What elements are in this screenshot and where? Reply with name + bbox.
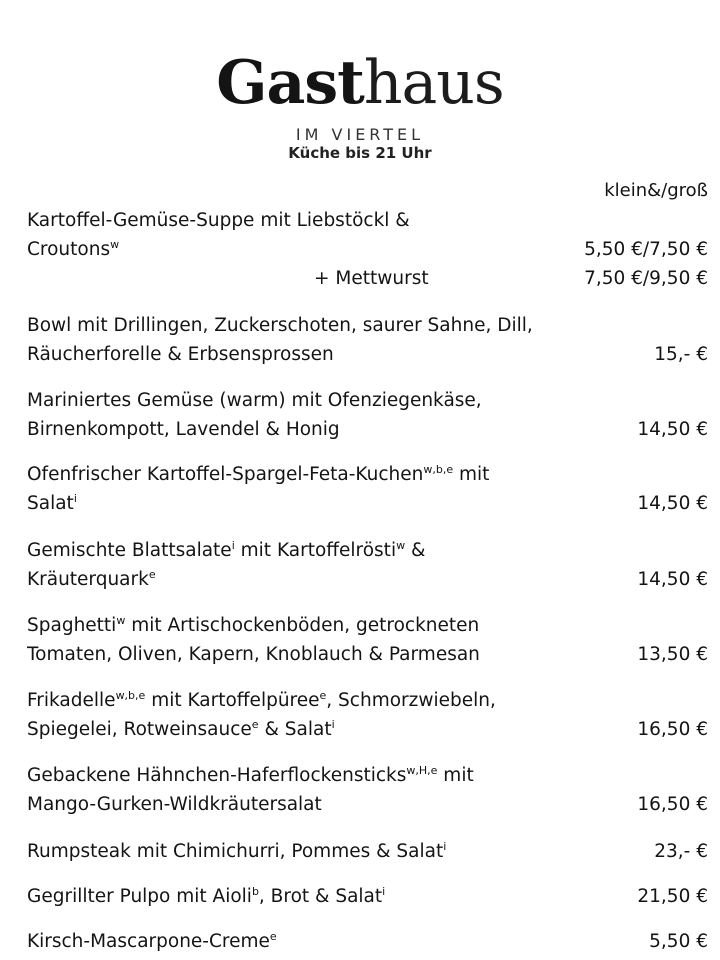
item-text: Spaghetti <box>27 615 117 636</box>
item-line <box>27 715 335 744</box>
item-price: 21,50 € <box>637 886 708 907</box>
item-line: Bowl mit Drillingen, Zuckerschoten, saurer Sahne, Dill, <box>27 315 533 336</box>
allergen-sup: e <box>251 718 259 731</box>
addon-price: 7,50 €/9,50 € <box>584 268 708 289</box>
item-line: Kartoffel-Gemüse-Suppe mit Liebstöckl & <box>27 210 410 231</box>
item-text: Rumpsteak mit Chimichurri, Pommes & Salat <box>27 841 444 862</box>
item-line <box>27 235 119 264</box>
menu-item-pulpo <box>27 882 708 911</box>
item-price: 14,50 € <box>637 569 708 590</box>
menu-item-haehnchen <box>27 761 708 819</box>
item-text: Gegrillter Pulpo mit Aioli <box>27 886 252 907</box>
menu-item-rumpsteak <box>27 837 708 866</box>
item-text: mit Artischockenböden, getrockneten <box>125 615 480 636</box>
item-text: & Salat <box>258 719 332 740</box>
item-price: 14,50 € <box>637 493 708 514</box>
item-text: , Schmorzwiebeln, <box>326 690 496 711</box>
item-text: mit <box>437 765 474 786</box>
allergen-sup: b <box>251 885 259 898</box>
item-text: Frikadelle <box>27 690 116 711</box>
item-line <box>27 489 77 518</box>
logo-light: haus <box>363 48 504 118</box>
allergen-sup: w,b,e <box>423 463 454 476</box>
item-text: Salat <box>27 493 74 514</box>
item-text: Kräuterquark <box>27 569 149 590</box>
allergen-sup: i <box>73 492 77 505</box>
addon-label: + Mettwurst <box>314 268 429 289</box>
item-line <box>27 837 446 866</box>
item-price: 5,50 €/7,50 € <box>584 239 708 260</box>
item-line <box>27 882 385 911</box>
item-line: Mariniertes Gemüse (warm) mit Ofenziegenkäse, <box>27 390 482 411</box>
menu-item-dessert <box>27 927 708 956</box>
item-line <box>27 565 156 594</box>
item-line: Räucherforelle & Erbsensprossen <box>27 344 334 365</box>
allergen-sup: e <box>319 689 327 702</box>
item-line <box>27 460 489 489</box>
menu-item-soup <box>27 206 708 264</box>
item-line <box>27 927 277 956</box>
item-text: mit Kartoffelpüree <box>145 690 320 711</box>
item-text: Ofenfrischer Kartoffel-Spargel-Feta-Kuchen <box>27 464 424 485</box>
item-price: 23,- € <box>654 841 708 862</box>
item-text: Croutons <box>27 239 111 260</box>
item-price: 15,- € <box>654 344 708 365</box>
item-price: 13,50 € <box>637 644 708 665</box>
menu-item-blattsalate <box>27 536 708 594</box>
logo <box>0 48 720 118</box>
item-line <box>27 686 496 715</box>
menu-item-bowl <box>27 311 708 369</box>
allergen-sup: e <box>269 930 277 943</box>
allergen-sup: w <box>110 238 120 251</box>
logo-bold: Gast <box>216 48 364 118</box>
item-line <box>27 761 474 790</box>
item-line: Mango-Gurken-Wildkräutersalat <box>27 794 322 815</box>
allergen-sup: i <box>382 885 386 898</box>
allergen-sup: w <box>396 539 406 552</box>
item-text: , Brot & Salat <box>258 886 383 907</box>
item-price: 5,50 € <box>649 931 708 952</box>
item-price: 14,50 € <box>637 419 708 440</box>
item-line <box>27 536 425 565</box>
menu-item-gemuese <box>27 386 708 444</box>
allergen-sup: w <box>116 614 126 627</box>
item-text: Spiegelei, Rotweinsauce <box>27 719 252 740</box>
item-text: Gemischte Blattsalate <box>27 540 232 561</box>
item-text: Gebackene Hähnchen-Haferflockensticks <box>27 765 407 786</box>
allergen-sup: e <box>148 568 156 581</box>
item-line <box>27 611 479 640</box>
item-line: Tomaten, Oliven, Kapern, Knoblauch & Parmesan <box>27 644 480 665</box>
allergen-sup: w,H,e <box>406 764 438 777</box>
allergen-sup: i <box>231 539 235 552</box>
item-text: Kirsch-Mascarpone-Creme <box>27 931 270 952</box>
item-text: mit <box>453 464 490 485</box>
item-line: Birnenkompott, Lavendel & Honig <box>27 419 340 440</box>
kitchen-hours: Küche bis 21 Uhr <box>288 144 432 162</box>
menu-item-frikadelle <box>27 686 708 744</box>
logo-subtitle: IM VIERTEL <box>295 125 425 144</box>
allergen-sup: i <box>331 718 335 731</box>
item-text: & <box>405 540 426 561</box>
menu-item-spaghetti <box>27 611 708 669</box>
allergen-sup: i <box>443 840 447 853</box>
allergen-sup: w,b,e <box>115 689 146 702</box>
item-price: 16,50 € <box>637 719 708 740</box>
menu-item-kuchen <box>27 460 708 518</box>
sizes-label: klein&/groß <box>604 180 708 201</box>
item-text: mit Kartoffelrösti <box>234 540 397 561</box>
item-price: 16,50 € <box>637 794 708 815</box>
